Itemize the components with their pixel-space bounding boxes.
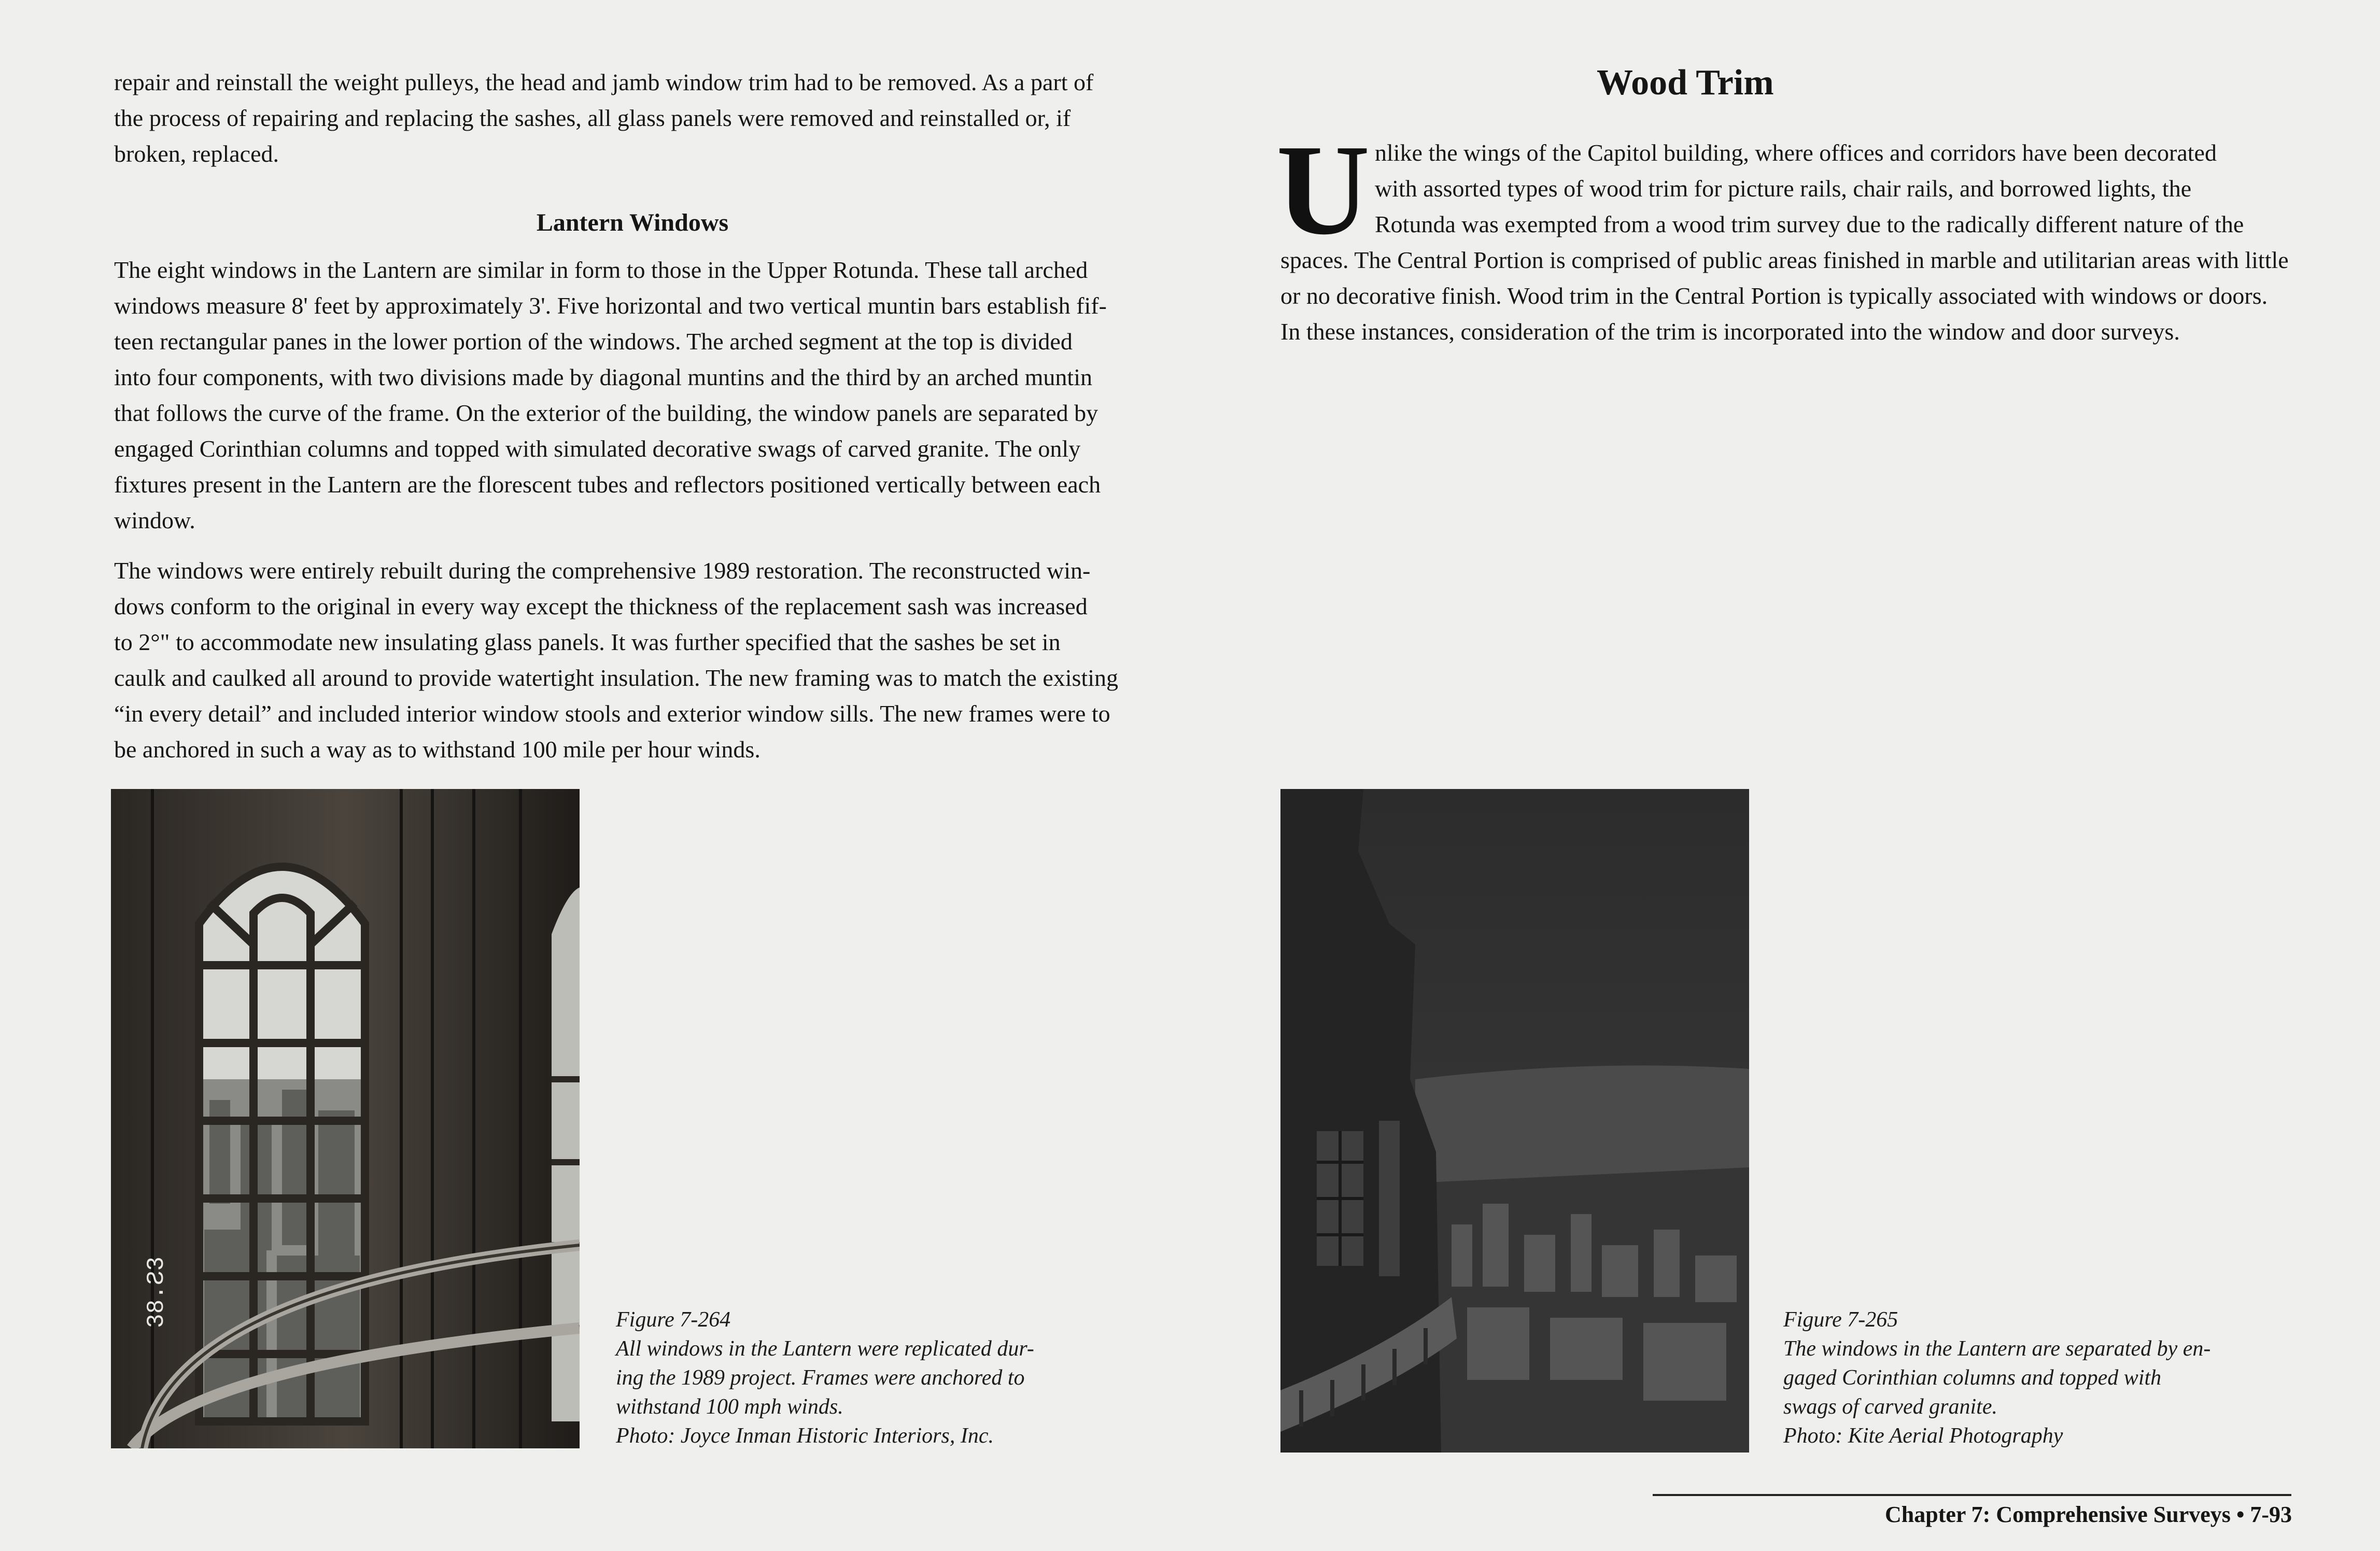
paragraph xyxy=(114,553,1125,767)
text-line: engaged Corinthian columns and topped with simulated decorative swags of carved granite. The only xyxy=(114,435,1081,462)
lead-paragraph xyxy=(114,64,1125,172)
text-line: In these instances, consideration of the trim is incorporated into the window and door surveys. xyxy=(1280,318,2180,345)
figure-caption xyxy=(1783,1305,2291,1450)
chapter-title: Chapter 7: Comprehensive Surveys xyxy=(1885,1502,2231,1527)
text-line: be anchored in such a way as to withstand 100 mile per hour winds. xyxy=(114,736,761,763)
caption-line: withstand 100 mph winds. xyxy=(616,1395,843,1419)
footer-rule xyxy=(1653,1494,2291,1496)
section-heading: Lantern Windows xyxy=(536,209,729,236)
caption-line: The windows in the Lantern are separated by en- xyxy=(1783,1337,2211,1361)
photo-stamp: 38.Ƨ3 xyxy=(143,1256,170,1328)
caption-line: swags of carved granite. xyxy=(1783,1395,1997,1419)
figure-caption xyxy=(616,1305,1108,1450)
text-line: window. xyxy=(114,507,195,533)
photo-credit: Photo: Joyce Inman Historic Interiors, Inc. xyxy=(616,1424,994,1448)
lantern-window-image xyxy=(111,789,580,1448)
photo-credit: Photo: Kite Aerial Photography xyxy=(1783,1424,2063,1448)
page-title: Wood Trim xyxy=(1597,63,1774,103)
lantern-aerial-photo xyxy=(1280,789,1749,1453)
text-line: fixtures present in the Lantern are the florescent tubes and reflectors positioned vertically between each xyxy=(114,471,1101,498)
text-line: repair and reinstall the weight pulleys, the head and jamb window trim had to be removed. As a part of xyxy=(114,69,1094,95)
text-line: Rotunda was exempted from a wood trim survey due to the radically different nature of the xyxy=(1375,211,2244,237)
figure-label: Figure 7-264 xyxy=(616,1308,731,1332)
text-line: nlike the wings of the Capitol building, where offices and corridors have been decorated xyxy=(1375,139,2217,166)
text-line: “in every detail” and included interior window stools and exterior window sills. The new frames were to xyxy=(114,700,1110,727)
lantern-window-photo xyxy=(111,789,580,1448)
text-line: with assorted types of wood trim for picture rails, chair rails, and borrowed lights, the xyxy=(1375,175,2192,202)
text-line: that follows the curve of the frame. On the exterior of the building, the window panels are separated by xyxy=(114,400,1099,426)
wood-trim-paragraph xyxy=(1280,135,2297,349)
text-line: or no decorative finish. Wood trim in the Central Portion is typically associated with windows or doors. xyxy=(1280,283,2268,309)
text-line: broken, replaced. xyxy=(114,140,279,167)
text-line: the process of repairing and replacing the sashes, all glass panels were removed and reinstalled or, if xyxy=(114,105,1071,131)
text-line: The windows were entirely rebuilt during the comprehensive 1989 restoration. The reconstructed win- xyxy=(114,557,1091,584)
paragraph xyxy=(114,252,1125,538)
figure-label: Figure 7-265 xyxy=(1783,1308,1898,1332)
caption-line: ing the 1989 project. Frames were anchored to xyxy=(616,1366,1025,1390)
footer-bullet: • xyxy=(2236,1502,2245,1527)
text-line: teen rectangular panes in the lower portion of the windows. The arched segment at the top is divided xyxy=(114,328,1073,355)
caption-line: gaged Corinthian columns and topped with xyxy=(1783,1366,2162,1390)
text-line: into four components, with two divisions made by diagonal muntins and the third by an arched muntin xyxy=(114,364,1092,390)
text-line: to 2°" to accommodate new insulating glass panels. It was further specified that the sashes be set in xyxy=(114,629,1061,655)
text-line: windows measure 8' feet by approximately 3'. Five horizontal and two vertical muntin bars establish fif- xyxy=(114,292,1107,319)
lantern-aerial-image xyxy=(1280,789,1749,1453)
drop-cap: U xyxy=(1276,118,1370,262)
caption-line: All windows in the Lantern were replicated dur- xyxy=(616,1337,1034,1361)
text-line: spaces. The Central Portion is comprised of public areas finished in marble and utilitarian areas with little xyxy=(1280,247,2289,273)
text-line: The eight windows in the Lantern are similar in form to those in the Upper Rotunda. These tall arched xyxy=(114,257,1088,283)
text-line: caulk and caulked all around to provide watertight insulation. The new framing was to match the existing xyxy=(114,665,1119,691)
page-number: 7-93 xyxy=(2250,1502,2292,1527)
page-footer xyxy=(1885,1501,2292,1528)
text-line: dows conform to the original in every way except the thickness of the replacement sash was increased xyxy=(114,593,1088,619)
